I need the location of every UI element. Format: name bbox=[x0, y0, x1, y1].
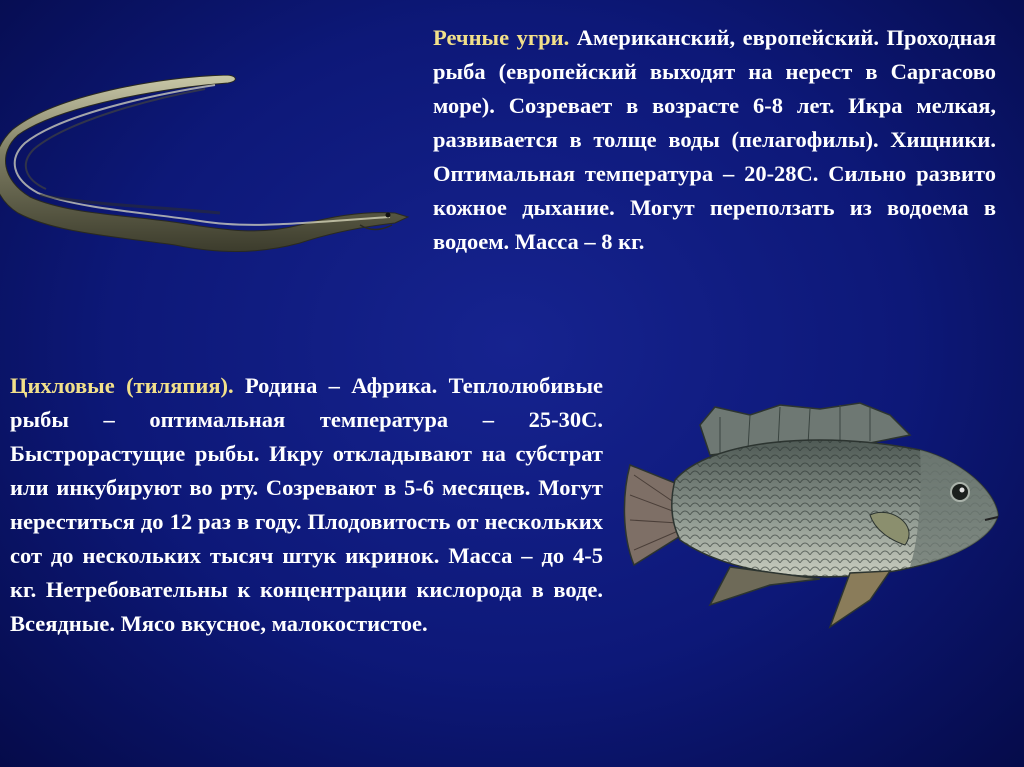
cichlid-description bbox=[10, 369, 603, 641]
cichlid-title: Цихловые (тиляпия). bbox=[10, 373, 234, 398]
cichlid-text: Родина – Африка. Теплолюбивые рыбы – оптимальная температура – 25-30С. Быстрорастущие рыбы. Икру откладывают на субстрат или инкубируют во рту. Созревают в 5-6 месяцев. Могут нереститься до 12 раз в году. Плодовитость от нескольких сот до нескольких тысяч штук икринок. Масса – до 4-5 кг. Нетребовательны к концентрации кислорода в воде. Всеядные. Мясо вкусное, малокостистое. bbox=[10, 373, 603, 636]
eel-image bbox=[0, 75, 415, 260]
eel-text: Американский, европейский. Проходная рыба (европейский выходят на нерест в Саргасово море). Созревает в возрасте 6-8 лет. Икра мелкая, развивается в толще воды (пелагофилы). Хищники. Оптимальная температура – 20-28С. Сильно развито кожное дыхание. Могут переползать из водоема в водоем. Масса – 8 кг. bbox=[433, 25, 996, 254]
tilapia-image bbox=[620, 395, 1005, 635]
eel-title: Речные угри. bbox=[433, 25, 570, 50]
eel-description bbox=[433, 21, 996, 259]
